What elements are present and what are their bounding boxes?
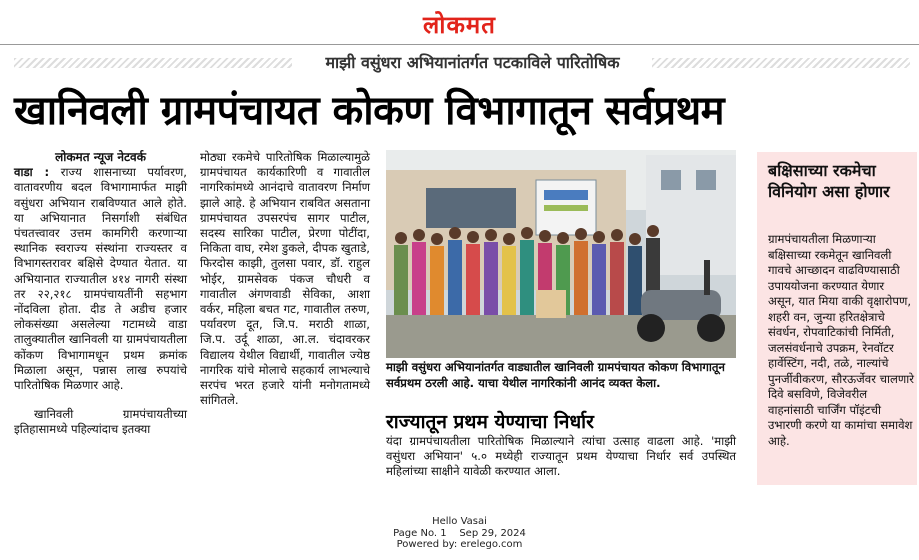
subsection-text: यंदा ग्रामपंचायतीला पारितोषिक मिळाल्याने त्यांचा उत्साह वाढला आहे. 'माझी वसुंधरा अभियान' ५.० मध्येही राज्यातून प्रथम येण्याचा निर्धार सर्व उपस्थित महिलांच्या साक्षीने यावेळी करण्यात आला. [386,434,736,479]
footer-publication: Hello Vasai [432,516,487,527]
sidebar-text: ग्रामपंचायतीला मिळणाऱ्या बक्षिसाच्या रकमेतून खानिवली गावचे आच्छादन वाढविण्यासाठी उपाययोजना करण्यात येणार असून, यात मिया वाकी वृक्षारोपण, शहरी वन, जुन्या हरितक्षेत्राचे संवर्धन, रोपवाटिकांची निर्मिती, जलसंवर्धनाचे उपक्रम, रेनवॉटर हार्वेस्टिंग, नदी, तळे, नाल्यांचे पुनर्जीवीकरण, सौरऊर्जेवर चालणारे दिवे बसविणे, विजेवरील वाहनांसाठी चार्जिंग पॉइंटची उभारणी करणे या कामांचा समावेश आहे. [768,232,914,448]
sidebar-title: बक्षिसाच्या रकमेचा विनियोग असा होणार [768,161,890,201]
kicker-text: माझी वसुंधरा अभियानांतर्गत पटकाविले पारितोषिक [325,53,620,72]
column-1-text: राज्य शासनाच्या पर्यावरण, वातावरणीय बदल विभागामार्फत माझी वसुंधरा अभियान राबविण्यात आले होते. या अभियानात निसर्गाशी संबंधित पंचतत्त्वावर उत्तम कामगिरी करणाऱ्या स्थानिक स्वराज्य संस्थांना राज्यस्तर व विभागस्तरावर बक्षिसे देण्यात येतात. या अभियानात राज्यातील ४१४ नागरी संस्था तर २२,२१८ ग्रामपंचायतींनी सहभाग नोंदविला होता. दीड ते अडीच हजार लोकसंख्या असलेल्या गटामध्ये वाडा तालुक्यातील खानिवली या ग्रामपंचायतीला कोंकण विभागामधून प्रथम क्रमांक मिळाला असून, पन्नास लाख रुपयांचे पारितोषिक मिळणार आहे. [14,165,187,393]
masthead-logo: लोकमत [423,10,496,39]
byline: लोकमत न्यूज नेटवर्क [55,150,146,164]
footer-page-date: Page No. 1 Sep 29, 2024 [393,527,526,539]
kicker-banner [0,52,919,74]
hatch-right [652,58,910,68]
column-2-text: मोठ्या रकमेचे पारितोषिक मिळाल्यामुळे ग्रामपंचायत कार्यकारिणी व गावातील नागरिकांमध्ये आनंदाचे वातावरण निर्माण झाले आहे. हे अभियान राबवित असताना ग्रामपंचायत उपसरपंच सागर पाटील, सदस्य सारिका पाटील, प्रेरणा पोटींदा, निकिता वाघ, रमेश डुकले, दीपक खुताडे, फिरदोस काझी, तुलसा पवार, डॉ. राहुल भोईर, ग्रामसेवक पंकज चौधरी व गावातील अंगणवाडी सेविका, आशा वर्कर, महिला बचत गट, गावातील तरुण, पर्यावरण दूत, जि.प. मराठी शाळा, जि.प. उर्दू शाळा, आ.ल. चंदावरकर विद्यालय येथील विद्यार्थी, गावातील ज्येष्ठ नागरिक यांचे मोलाचे सहकार्य लाभल्याचे सरपंच भरत हजारे यांनी मनोगतामध्ये सांगितले. [200,150,370,408]
dateline: वाडा : [14,165,50,180]
hatch-left [14,58,292,68]
group-photo-illustration [386,150,736,358]
article-column-1 [14,150,187,438]
column-1-paragraph [14,165,187,393]
page-footer [0,516,919,551]
article-column-2 [200,150,370,408]
headline: खानिवली ग्रामपंचायत कोकण विभागातून सर्वप्रथम [14,88,725,134]
subsection-heading: राज्यातून प्रथम येण्याचा निर्धार [386,411,594,433]
masthead-divider [0,44,919,45]
news-photo [386,150,736,358]
column-1-paragraph-2: खानिवली ग्रामपंचायतीच्या इतिहासामध्ये पहिल्यांदाच इतक्या [14,407,187,437]
crowd [394,238,660,315]
photo-caption: माझी वसुंधरा अभियानांतर्गत वाड्यातील खानिवली ग्रामपंचायत कोकण विभागातून सर्वप्रथम ठरली आहे. याचा येथील नागरिकांनी आनंद व्यक्त केला. [386,360,725,390]
footer-powered-by: Powered by: erelego.com [396,539,523,550]
